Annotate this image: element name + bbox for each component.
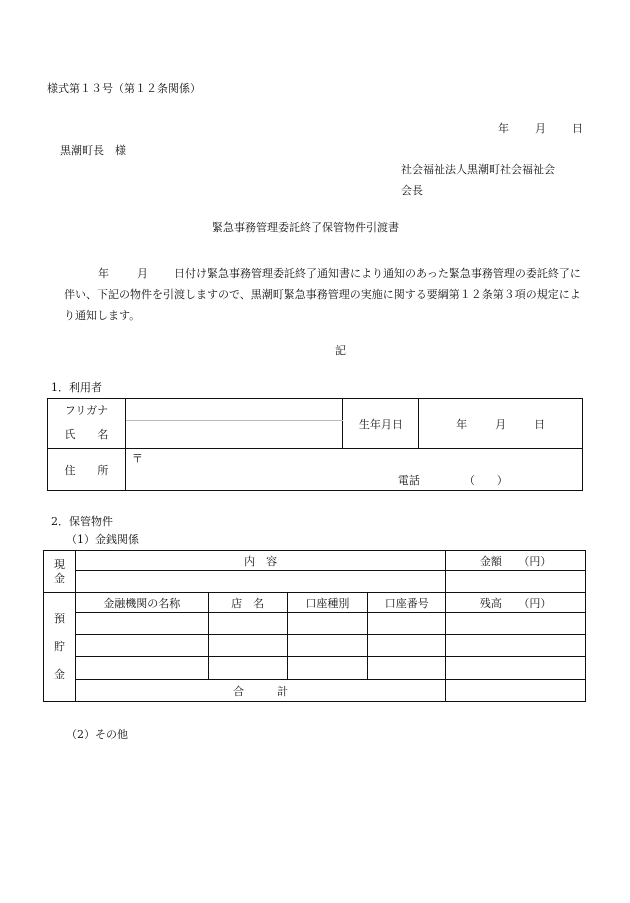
document-title: 緊急事務管理委託終了保管物件引渡書 [212, 221, 399, 234]
branch-header: 店 名 [208, 593, 287, 613]
deposit-label: 預貯金 [44, 593, 76, 702]
balance-header: 残高 （円） [446, 593, 586, 613]
date-month: 月 [535, 122, 546, 135]
birth-field[interactable] [419, 399, 583, 449]
postal-mark: 〒 [131, 452, 143, 465]
account-type-field[interactable] [287, 657, 368, 680]
birth-day: 日 [534, 417, 546, 431]
bank-name-field[interactable] [75, 657, 208, 680]
birth-month: 月 [495, 417, 507, 431]
date-day: 日 [572, 122, 583, 135]
furigana-label: フリガナ [48, 399, 126, 421]
form-number: 様式第１３号（第１２条関係） [47, 82, 201, 95]
body-text: 日付け緊急事務管理委託終了通知書により通知のあった緊急事務管理の委託終了に伴い、下記の物件を引渡しますので、黒潮町緊急事務管理の実施に関する要綱第１２条第３項の規定により通知します。 [64, 267, 581, 322]
total-label: 合 計 [75, 680, 445, 702]
name-field[interactable] [125, 421, 343, 449]
ki-label: 記 [335, 344, 346, 357]
amount-header: 金額 （円） [446, 551, 586, 571]
birth-year: 年 [456, 417, 468, 431]
phone-label: 電話 [397, 474, 420, 487]
body-year: 年 [98, 267, 109, 280]
deposit-row [44, 657, 586, 680]
account-number-field[interactable] [368, 613, 446, 635]
addressee: 黒潮町長 様 [60, 144, 126, 157]
account-number-field[interactable] [368, 635, 446, 657]
address-label: 住 所 [48, 449, 126, 491]
branch-field[interactable] [208, 613, 287, 635]
birth-label: 生年月日 [343, 399, 419, 449]
user-table [47, 398, 583, 491]
money-table [43, 550, 586, 702]
account-number-field[interactable] [368, 657, 446, 680]
other-subheading: （2）その他 [66, 728, 128, 741]
cash-content-field[interactable] [75, 571, 445, 593]
account-number-header: 口座番号 [368, 593, 446, 613]
balance-field[interactable] [446, 635, 586, 657]
bank-name-field[interactable] [75, 635, 208, 657]
branch-field[interactable] [208, 635, 287, 657]
cash-label: 現金 [44, 551, 76, 593]
money-subheading: （1）金銭関係 [66, 533, 139, 546]
phone-parens: （ ） [463, 474, 508, 487]
section2-heading: 2．保管物件 [51, 515, 113, 528]
date-year: 年 [498, 122, 509, 135]
sender-title: 会長 [401, 184, 423, 197]
content-header: 内 容 [75, 551, 445, 571]
balance-field[interactable] [446, 613, 586, 635]
account-type-field[interactable] [287, 635, 368, 657]
deposit-row [44, 635, 586, 657]
cash-amount-field[interactable] [446, 571, 586, 593]
name-label: 氏 名 [48, 421, 126, 449]
date-line [498, 123, 583, 134]
body-paragraph [64, 263, 584, 326]
balance-field[interactable] [446, 657, 586, 680]
sender-org: 社会福祉法人黒潮町社会福祉会 [401, 163, 555, 176]
branch-field[interactable] [208, 657, 287, 680]
furigana-field[interactable] [125, 399, 343, 421]
address-field[interactable] [125, 449, 582, 491]
body-month: 月 [137, 267, 148, 280]
account-type-field[interactable] [287, 613, 368, 635]
section1-heading: 1．利用者 [51, 381, 102, 394]
bank-name-header: 金融機関の名称 [75, 593, 208, 613]
total-field[interactable] [446, 680, 586, 702]
account-type-header: 口座種別 [287, 593, 368, 613]
deposit-row [44, 613, 586, 635]
bank-name-field[interactable] [75, 613, 208, 635]
